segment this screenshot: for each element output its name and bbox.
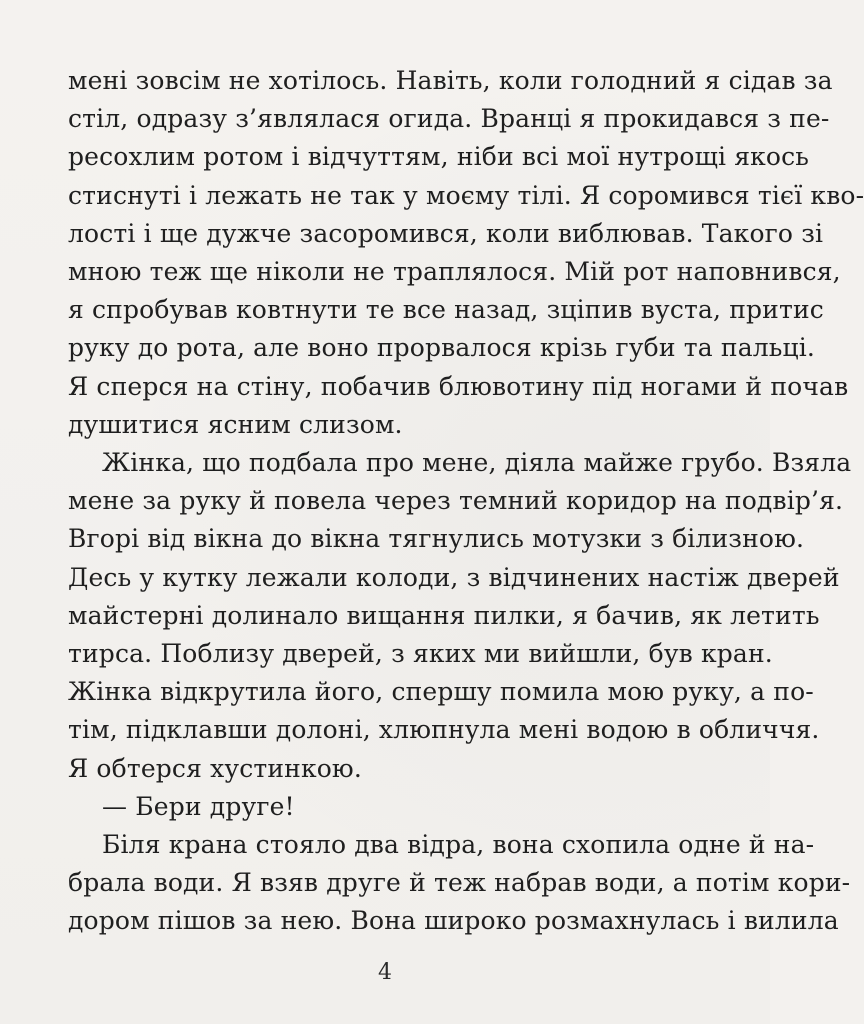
text-line: Вгорі від вікна до вікна тягнулись мотузки з білизною.	[68, 524, 805, 554]
paragraph-first-line: Жінка, що подбала про мене, діяла майже грубо. Взяла	[102, 448, 852, 478]
dialogue-line: — Бери друге!	[102, 791, 295, 821]
text-line: я спробував ковтнути те все назад, зціпив вуста, притис	[68, 295, 824, 325]
text-line: дором пішов за нею. Вона широко розмахнулась і вилила	[68, 906, 839, 936]
text-line: лості і ще дужче засоромився, коли виблював. Такого зі	[68, 218, 824, 248]
text-line: стіл, одразу з’являлася огида. Вранці я прокидався з пе-	[68, 104, 830, 134]
text-line: душитися ясним слизом.	[68, 409, 403, 439]
page-number: 4	[378, 960, 392, 985]
text-line: стиснуті і лежать не так у моєму тілі. Я соромився тієї кво-	[68, 180, 864, 210]
text-line: Я обтерся хустинкою.	[68, 753, 362, 783]
body-text	[68, 62, 864, 941]
text-line: Я сперся на стіну, побачив блювотину під ногами й почав	[68, 371, 849, 401]
text-line: мною теж ще ніколи не траплялося. Мій рот наповнився,	[68, 257, 841, 287]
text-line: тім, підклавши долоні, хлюпнула мені водою в обличчя.	[68, 715, 820, 745]
text-line: Десь у кутку лежали колоди, з відчинених настіж дверей	[68, 562, 840, 592]
text-line: тирса. Поблизу дверей, з яких ми вийшли, був кран.	[68, 639, 773, 669]
text-line: брала води. Я взяв друге й теж набрав води, а потім кори-	[68, 868, 851, 898]
text-line: руку до рота, але воно прорвалося крізь губи та пальці.	[68, 333, 816, 363]
text-line: ресохлим ротом і відчуттям, ніби всі мої нутрощі якось	[68, 142, 810, 172]
paragraph-first-line: Біля крана стояло два відра, вона схопила одне й на-	[102, 830, 815, 860]
text-line: Жінка відкрутила його, спершу помила мою руку, а по-	[68, 677, 814, 707]
text-line: мене за руку й повела через темний коридор на подвір’я.	[68, 486, 844, 516]
text-line: майстерні долинало вищання пилки, я бачив, як летить	[68, 600, 820, 630]
text-line: мені зовсім не хотілось. Навіть, коли голодний я сідав за	[68, 66, 833, 95]
